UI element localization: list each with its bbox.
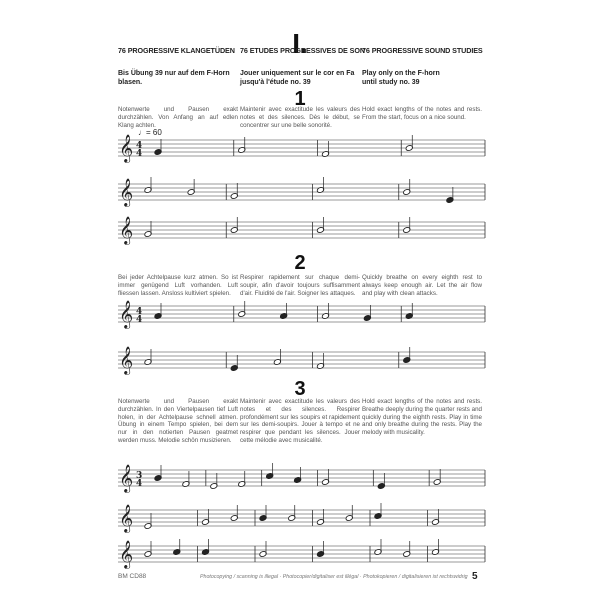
column-title-french: 76 ETUDES PROGRESSIVES DE SON <box>240 46 365 55</box>
instruction-french: Jouer uniquement sur le cor en Fa jusqu'à l'étude no. 39 <box>240 70 355 86</box>
instruction-english: Play only on the F-horn until study no. 39 <box>362 70 440 86</box>
time-signature: 4 <box>136 307 143 317</box>
time-signature: 4 <box>136 149 143 159</box>
treble-clef-icon: 𝄞 <box>119 216 134 244</box>
study-number-2: 2 <box>294 252 306 274</box>
time-signature: 4 <box>136 141 143 151</box>
treble-clef-icon: 𝄞 <box>119 300 134 328</box>
catalog-code: BM CD88 <box>118 573 147 580</box>
chapter-heading: I. <box>292 28 308 59</box>
treble-clef-icon: 𝄞 <box>119 504 134 532</box>
treble-clef-icon: 𝄞 <box>119 178 134 206</box>
study-2-text-fr: Respirer rapidement sur chaque demi-soupir, afin d'avoir toujours suffisamment d'air. Fluidité de l'air. Soigner les attaques. <box>240 274 360 297</box>
treble-clef-icon: 𝄞 <box>119 134 134 162</box>
column-title-english: 76 PROGRESSIVE SOUND STUDIES <box>362 46 483 55</box>
time-signature: 3 <box>136 471 143 481</box>
study-2-text-de: Bei jeder Achtelpause kurz atmen. So ist immer genügend Luft vorhanden. Luft fliessen lassen. Ansloss kultiviert spielen. <box>118 274 238 297</box>
treble-clef-icon: 𝄞 <box>119 540 134 568</box>
tempo-marking: ♩= 60 <box>138 128 162 137</box>
study-3-text-de: Notenwerte und Pausen exakt durchzählen. In den Viertelpausen tief Luft holen, in der Achtelpause schnell atmen. Übung in einem Tempo spielen, bei dem nur in den notierten Pausen geatmet werden muss. Melodie schön musizieren. <box>118 398 238 444</box>
study-number-1: 1 <box>294 88 306 110</box>
study-3-text-en: Hold exact lengths of the notes and rests. Breathe deeply during the quarter rests and quickly during the eighth rests. Play in time and only breathe during the rests. Play the melody with musicality. <box>362 398 482 437</box>
study-number-3: 3 <box>294 378 306 400</box>
study-2-text-en: Quickly breathe on every eighth rest to always keep enough air. Let the air flow and play with clean attacks. <box>362 274 482 297</box>
study-1-text-de: Notenwerte und Pausen exakt durchzählen. Von Anfang an auf edlen Klang achten. <box>118 106 238 129</box>
time-signature: 4 <box>136 479 143 489</box>
study-1-text-fr: Maintenir avec exactitude les valeurs des notes et des silences. Dès le début, se concentrer sur une belle sonorité. <box>240 106 360 129</box>
study-3-text-fr: Maintenir avec exactitude les valeurs des notes et des silences. Respirer profondément sur les soupirs et rapidement sur les demi-soupirs. Jouer à tempo et ne respirer que pendant les silences. Jouer cette mélodie avec musicalité. <box>240 398 360 444</box>
study-1-text-en: Hold exact lengths of the notes and rests. From the start, focus on a nice sound. <box>362 106 482 121</box>
column-title-german: 76 PROGRESSIVE KLANGETÜDEN <box>118 46 235 55</box>
treble-clef-icon: 𝄞 <box>119 464 134 492</box>
page-number: 5 <box>472 571 478 582</box>
instruction-german: Bis Übung 39 nur auf dem F-Horn blasen. <box>118 70 230 86</box>
time-signature: 4 <box>136 315 143 325</box>
copyright-notice: Photocopying / scanning is illegal · Photocopier/digitaliser est illégal · Photokopieren / digitalisieren ist rechtswidrig <box>200 574 468 580</box>
treble-clef-icon: 𝄞 <box>119 346 134 374</box>
